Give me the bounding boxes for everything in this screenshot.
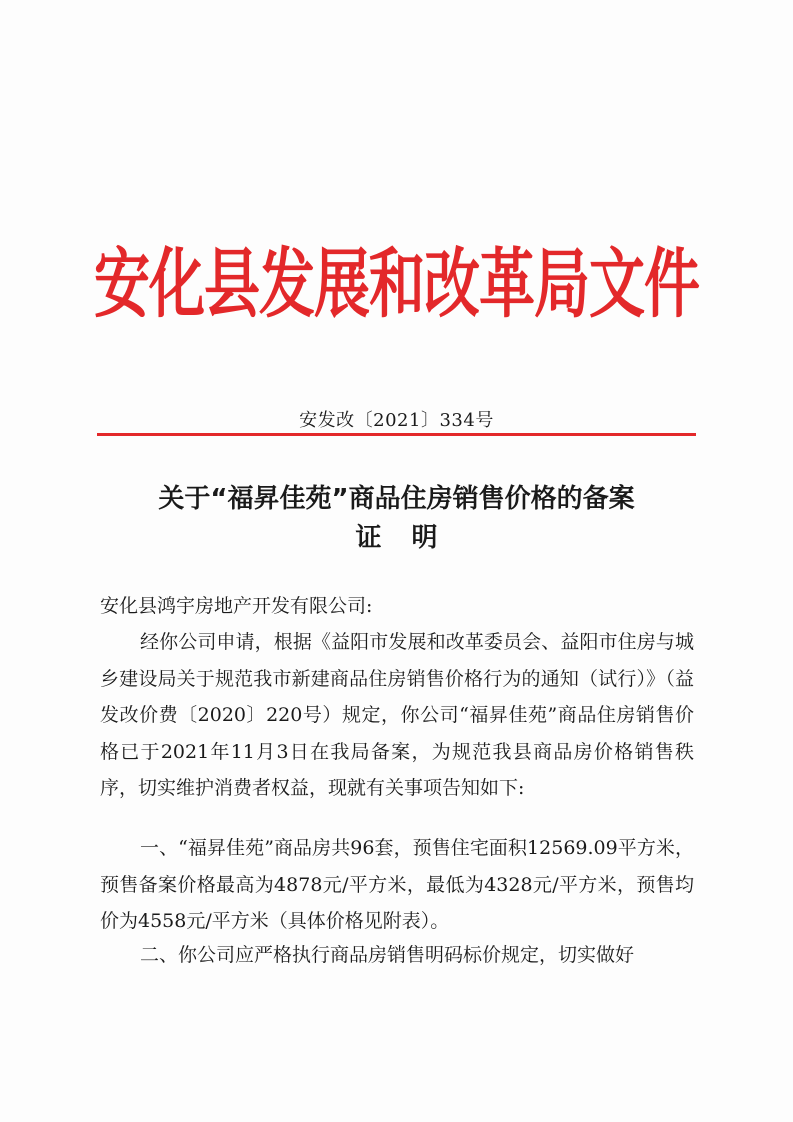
paragraph-text: 一、“福昇佳苑”商品房共96套，预售住宅面积12569.09平方米，预售备案价格最高为4878元/平方米，最低为4328元/平方米，预售均价为4558元/平方米（具体价格见附表）。 — [100, 837, 694, 932]
salutation — [100, 588, 694, 625]
red-divider-line — [97, 433, 696, 436]
document-number: 安发改〔2021〕334号 — [299, 410, 494, 431]
paragraph-text: 经你公司申请，根据《益阳市发展和改革委员会、益阳市住房与城乡建设局关于规范我市新建商品住房销售价格行为的通知（试行）》（益发改价费〔2020〕220号）规定，你公司“福昇佳苑”商品住房销售价格已于2021年11月3日在我局备案，为规范我县商品房价格销售秩序，切实维护消费者权益，现就有关事项告知如下: — [100, 631, 694, 799]
document-title-line2: 证明 — [355, 523, 468, 553]
body-paragraph-2 — [100, 830, 694, 940]
body-paragraph-1 — [100, 624, 694, 807]
body-paragraph-3 — [100, 937, 694, 974]
document-title-line1: 关于“福昇佳苑”商品住房销售价格的备案 — [158, 484, 635, 514]
paragraph-text: 二、你公司应严格执行商品房销售明码标价规定，切实做好 — [140, 944, 635, 966]
agency-letterhead: 安化县发展和改革局文件 — [94, 241, 699, 329]
salutation-text: 安化县鸿宇房地产开发有限公司: — [100, 595, 373, 617]
